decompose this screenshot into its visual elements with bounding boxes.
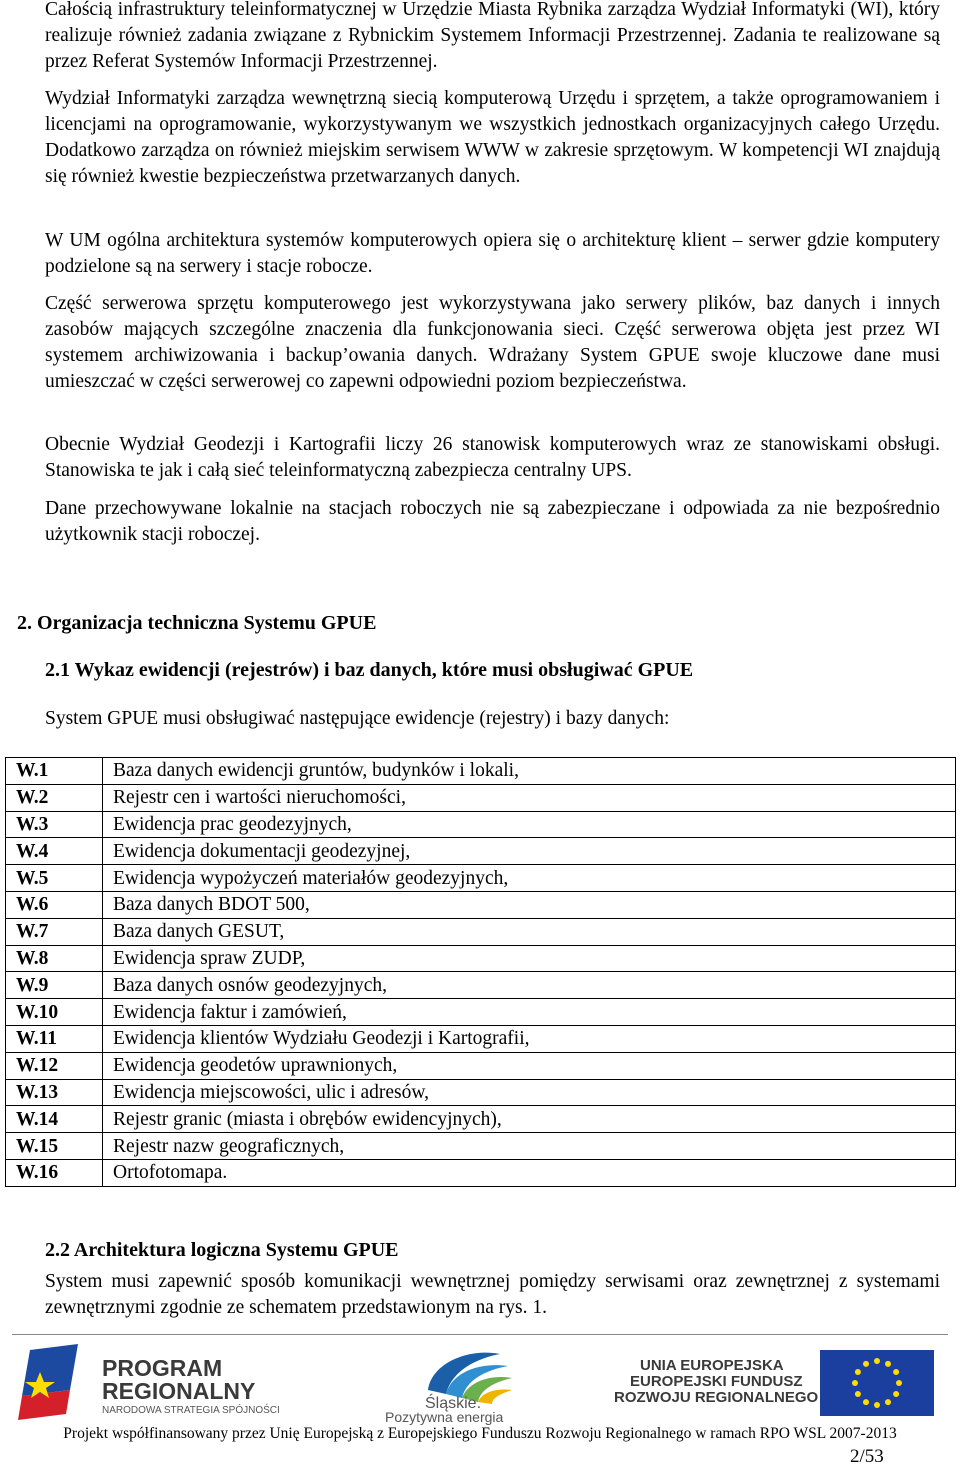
- table-row: [6, 784, 956, 811]
- footer-divider: [12, 1334, 948, 1335]
- paragraph-architecture: W UM ogólna architektura systemów komputerowych opiera się o architekturę klient – serwer gdzie komputery podzielone są na serwery i stacje robocze.: [45, 230, 940, 277]
- pr-sub: NARODOWA STRATEGIA SPÓJNOŚCI: [102, 1405, 280, 1416]
- register-name: Rejestr granic (miasta i obrębów ewidencyjnych),: [103, 1106, 956, 1133]
- eu-star-icon: [863, 1361, 869, 1367]
- table-row: [6, 838, 956, 865]
- register-name: Ewidencja dokumentacji geodezyjnej,: [103, 838, 956, 865]
- eu-star-icon: [855, 1391, 861, 1397]
- paragraph-communication: System musi zapewnić sposób komunikacji wewnętrznej pomiędzy serwisami oraz zewnętrznej z systemami zewnętrznymi zgodnie ze schematem przedstawionym na rys. 1.: [45, 1271, 940, 1318]
- ue-line1: UNIA EUROPEJSKA: [640, 1357, 784, 1374]
- register-name: Baza danych GESUT,: [103, 918, 956, 945]
- register-name: Rejestr nazw geograficznych,: [103, 1133, 956, 1160]
- slaskie-name: Śląskie.: [425, 1395, 482, 1412]
- register-code: W.14: [6, 1106, 103, 1133]
- register-code: W.15: [6, 1133, 103, 1160]
- page-number: 2/53: [850, 1446, 884, 1467]
- register-name: Ewidencja miejscowości, ulic i adresów,: [103, 1079, 956, 1106]
- table-row: [6, 891, 956, 918]
- table-row: [6, 811, 956, 838]
- paragraph-servers: Część serwerowa sprzętu komputerowego jest wykorzystywana jako serwery plików, baz danych i innych zasobów mających szczególne znaczenia dla funkcjonowania sieci. Część serwerowa objęta jest przez WI systemem archiwizowania i backup’owania danych. Wdrażany System GPUE swoje kluczowe dane musi umieszczać w części serwerowej co zapewni odpowiedni poziom bezpieczeństwa.: [45, 293, 940, 392]
- paragraph-workstations: Obecnie Wydział Geodezji i Kartografii liczy 26 stanowisk komputerowych wraz ze stanowiskami obsługi. Stanowiska te jak i całą sieć teleinformatyczną zabezpiecza centralny UPS.: [45, 434, 940, 481]
- register-code: W.10: [6, 999, 103, 1026]
- register-code: W.5: [6, 865, 103, 892]
- eu-star-icon: [874, 1402, 880, 1408]
- eu-star-icon: [885, 1399, 891, 1405]
- section-heading-2-2: 2.2 Architektura logiczna Systemu GPUE: [45, 1239, 399, 1261]
- register-code: W.9: [6, 972, 103, 999]
- register-code: W.12: [6, 1052, 103, 1079]
- pr-flag-blue-icon: [22, 1344, 78, 1396]
- registers-intro: System GPUE musi obsługiwać następujące ewidencje (rejestry) i bazy danych:: [45, 708, 670, 729]
- register-name: Rejestr cen i wartości nieruchomości,: [103, 784, 956, 811]
- register-name: Baza danych ewidencji gruntów, budynków i lokali,: [103, 758, 956, 785]
- eu-star-icon: [893, 1391, 899, 1397]
- register-code: W.4: [6, 838, 103, 865]
- ue-line2: EUROPEJSKI FUNDUSZ: [630, 1373, 803, 1390]
- eu-star-icon: [852, 1380, 858, 1386]
- table-row: [6, 999, 956, 1026]
- register-name: Ewidencja klientów Wydziału Geodezji i Kartografii,: [103, 1025, 956, 1052]
- eu-star-icon: [855, 1369, 861, 1375]
- ue-logo: [614, 1350, 934, 1416]
- pr-line1: PROGRAM: [102, 1355, 223, 1381]
- table-row: [6, 918, 956, 945]
- register-code: W.11: [6, 1025, 103, 1052]
- register-name: Baza danych BDOT 500,: [103, 891, 956, 918]
- register-name: Ewidencja faktur i zamówień,: [103, 999, 956, 1026]
- register-code: W.2: [6, 784, 103, 811]
- registers-table: [5, 757, 956, 1187]
- table-row: [6, 1133, 956, 1160]
- register-name: Ewidencja spraw ZUDP,: [103, 945, 956, 972]
- register-name: Ewidencja geodetów uprawnionych,: [103, 1052, 956, 1079]
- register-name: Ortofotomapa.: [103, 1159, 956, 1186]
- register-code: W.13: [6, 1079, 103, 1106]
- table-row: [6, 1159, 956, 1186]
- logos-svg: [0, 1342, 960, 1432]
- register-code: W.8: [6, 945, 103, 972]
- register-code: W.1: [6, 758, 103, 785]
- table-row: [6, 1106, 956, 1133]
- section-heading-2: 2. Organizacja techniczna Systemu GPUE: [17, 612, 377, 634]
- table-row: [6, 758, 956, 785]
- slaskie-logo: [385, 1353, 512, 1425]
- table-row: [6, 865, 956, 892]
- register-code: W.6: [6, 891, 103, 918]
- register-name: Baza danych osnów geodezyjnych,: [103, 972, 956, 999]
- table-row: [6, 945, 956, 972]
- ue-line3: ROZWOJU REGIONALNEGO: [614, 1389, 819, 1406]
- paragraph-it-department: Wydział Informatyki zarządza wewnętrzną siecią komputerową Urzędu i sprzętem, a także oprogramowaniem i licencjami na oprogramowanie, wykorzystywanym we wszystkich jednostkach organizacyjnych całego Urzędu. Dodatkowo zarządza on również miejskim serwisem WWW w zakresie sprzętowym. W kompetencji WI znajdują się również kwestie bezpieczeństwa przetwarzanych danych.: [45, 88, 940, 187]
- table-row: [6, 1052, 956, 1079]
- register-name: Ewidencja wypożyczeń materiałów geodezyjnych,: [103, 865, 956, 892]
- eu-star-icon: [896, 1380, 902, 1386]
- program-regionalny-logo: [18, 1344, 280, 1420]
- table-row: [6, 972, 956, 999]
- register-code: W.7: [6, 918, 103, 945]
- register-code: W.16: [6, 1159, 103, 1186]
- eu-star-icon: [885, 1361, 891, 1367]
- pr-line2: REGIONALNY: [102, 1378, 256, 1404]
- eu-star-icon: [874, 1358, 880, 1364]
- section-heading-2-1: 2.1 Wykaz ewidencji (rejestrów) i baz danych, które musi obsługiwać GPUE: [45, 659, 694, 681]
- eu-star-icon: [863, 1399, 869, 1405]
- footer-cofinancing-text: Projekt współfinansowany przez Unię Europejską z Europejskiego Funduszu Rozwoju Regionalnego w ramach RPO WSL 2007-2013: [63, 1425, 897, 1442]
- table-row: [6, 1025, 956, 1052]
- slaskie-slogan: Pozytywna energia: [385, 1409, 504, 1425]
- register-code: W.3: [6, 811, 103, 838]
- paragraph-local-data: Dane przechowywane lokalnie na stacjach roboczych nie są zabezpieczane i odpowiada za nie bezpośrednio użytkownik stacji roboczej.: [45, 498, 940, 545]
- footer-logos: [0, 1342, 960, 1432]
- paragraph-infrastructure: Całością infrastruktury teleinformatycznej w Urzędzie Miasta Rybnika zarządza Wydział Informatyki (WI), który realizuje również zadania związane z Rybnickim Systemem Informacji Przestrzennej. Zadania te realizowane są przez Referat Systemów Informacji Przestrzennej.: [45, 0, 940, 72]
- register-name: Ewidencja prac geodezyjnych,: [103, 811, 956, 838]
- table-row: [6, 1079, 956, 1106]
- eu-star-icon: [893, 1369, 899, 1375]
